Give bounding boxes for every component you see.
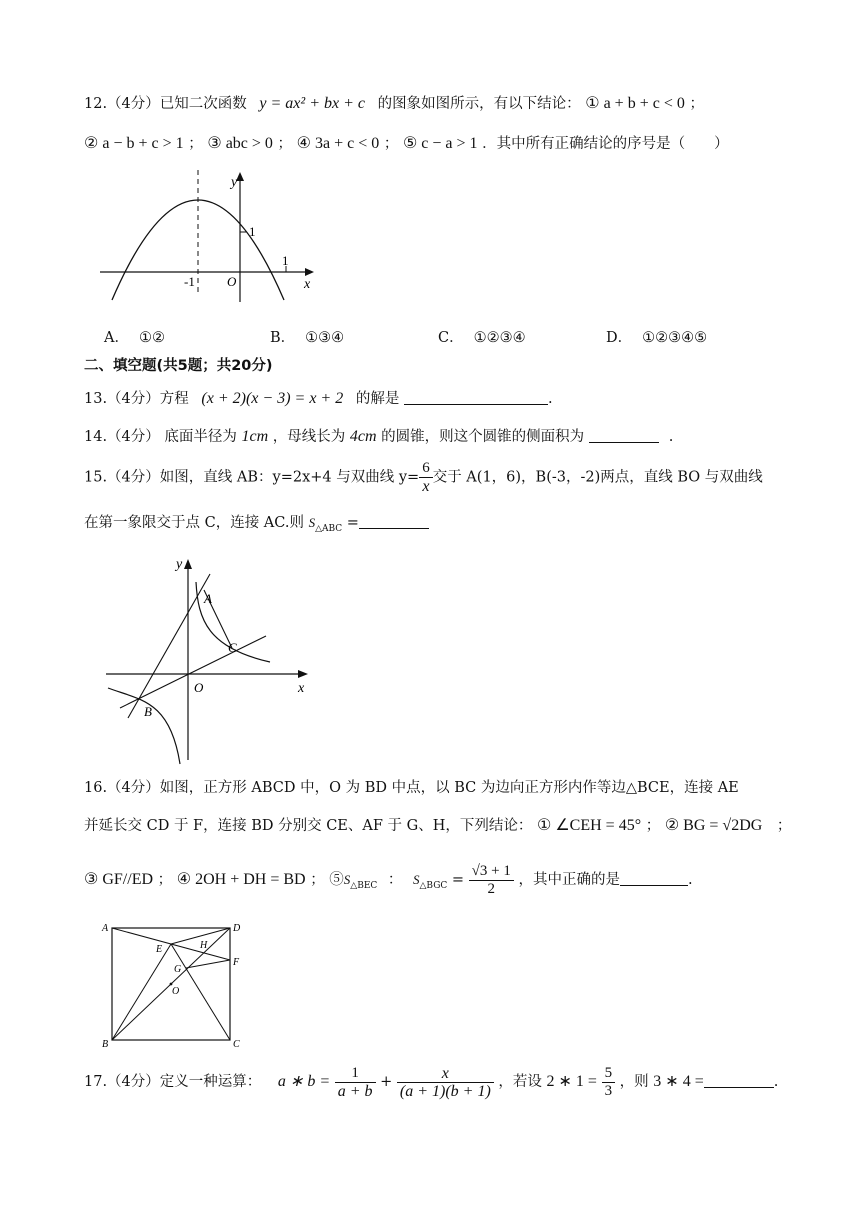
q16-label-d: D xyxy=(233,923,241,934)
q15-part2: 交于 A(1，6)，B(-3，-2)两点，直线 BO 与双曲线 xyxy=(432,469,763,486)
q17-fraction-2: $\frac{x}{(a + 1)(b + 1)}$ xyxy=(397,1065,494,1100)
q16-label-a: A xyxy=(102,923,109,934)
q15-point-b-label: B xyxy=(144,704,152,719)
q12-conclusion-4: ④ 3a + c < 0 xyxy=(296,135,380,152)
q16-label-e: E xyxy=(156,944,163,955)
q14-line: 14.（4分） 底面半径为 1cm ，母线长为 4cm 的圆锥，则这个圆锥的侧面积为 . xyxy=(84,428,674,445)
q17-mid2: ，则 xyxy=(619,1074,649,1090)
q15-x-arrow xyxy=(298,670,308,678)
q13-equation: (x + 2)(x − 3) = x + 2 xyxy=(201,390,344,407)
q16-point-o xyxy=(170,983,173,986)
q12-tail: ．其中所有正确结论的序号是（ ） xyxy=(482,136,729,152)
q16-fraction: $\frac{√3 + 1}{2}$ xyxy=(469,863,514,898)
q14-part1: 14.（4分） 底面半径为 xyxy=(84,429,237,445)
q15-hyperbola-figure xyxy=(100,550,320,768)
q17-ask: 3 ∗ 4 = xyxy=(653,1073,704,1090)
q16-label-b: B xyxy=(102,1039,109,1050)
q16-conclusion-4: ④ 2OH + DH = BD xyxy=(176,871,306,888)
q16-line3: ③ GF//ED ； ④ 2OH + DH = BD ； $⑤S_{\triangle BEC}$ ： $S_{\triangle BGC}$ = $\frac{√3 + 1}{2}$ ，其中正确的是 . xyxy=(84,862,693,897)
q15-line1 xyxy=(84,460,763,495)
q13-suffix: 的解是 xyxy=(355,391,400,407)
q17-fraction-3: $\frac{5}{3}$ xyxy=(602,1065,616,1100)
q12-y-one-label: 1 xyxy=(249,224,256,239)
q13-line: 13.（4分）方程 (x + 2)(x − 3) = x + 2 的解是 . xyxy=(84,390,553,407)
section-2-heading: 二、填空题(共5题；共20分) xyxy=(84,358,273,374)
q12-x-arrow xyxy=(305,268,314,276)
q16-conclusion-2: ② BG = √2DG xyxy=(664,817,763,834)
q12-conclusion-2: ② a − b + c > 1 xyxy=(84,135,184,152)
q12-conclusion-5: ⑤ c − a > 1 xyxy=(402,135,478,152)
q16-label-o: O xyxy=(172,986,180,997)
q15-area-subscript: △ABC xyxy=(315,523,343,534)
q15-hyperbola-q3 xyxy=(108,688,180,764)
q12-line1: 12.（4分）已知二次函数 y = ax² + bx + c 的图象如图所示，有以下结论： ① a + b + c < 0 ； xyxy=(84,95,704,112)
q16-tail: ，其中正确的是 xyxy=(518,872,620,888)
q14-part3: 的圆锥，则这个圆锥的侧面积为 xyxy=(381,429,585,445)
q12-line2: ② a − b + c > 1 ； ③ abc > 0 ； ④ 3a + c < 0 ； ⑤ c − a > 1 ．其中所有正确结论的序号是（ ） xyxy=(84,135,729,152)
q16-conclusion-5-marker: ⑤ xyxy=(329,872,344,888)
q12-neg-one-label: -1 xyxy=(184,274,195,289)
q15-line-bo xyxy=(120,636,266,708)
q15-area-symbol: S xyxy=(308,515,316,530)
q16-line1: 16.（4分）如图，正方形 ABCD 中，O 为 BD 中点，以 BC 为边向正方形内作等边△BCE，连接 AE xyxy=(84,780,739,796)
q15-answer-blank[interactable] xyxy=(359,512,429,529)
q12-choice-a: A． ①② xyxy=(104,330,165,346)
q15-point-a-label: A xyxy=(204,591,212,606)
q15-line-ab xyxy=(128,574,210,718)
q17-line: 17.（4分）定义一种运算： a ∗ b = $\frac{1}{a + b}$ + $\frac{x}{(a + 1)(b + 1)}$ ，若设 2 ∗ 1 = $\frac{5}{3}$ ，则 3 ∗ 4 = . xyxy=(84,1064,779,1100)
q12-origin-label: O xyxy=(227,274,237,289)
q14-answer-blank[interactable] xyxy=(589,426,659,443)
q16-square-figure xyxy=(96,916,252,1052)
q12-choice-d: D． ①②③④⑤ xyxy=(606,330,708,346)
q16-answer-blank[interactable] xyxy=(620,869,688,886)
q15-part3: 在第一象限交于点 C，连接 AC.则 xyxy=(84,515,304,531)
q13-answer-blank[interactable] xyxy=(404,388,548,405)
q15-origin-label: O xyxy=(194,680,204,695)
q17-answer-blank[interactable] xyxy=(704,1071,774,1088)
q17-given: 2 ∗ 1 = xyxy=(546,1073,597,1090)
q16-label-g: G xyxy=(174,964,182,975)
q12-x-label: x xyxy=(304,277,311,292)
q16-segment-ce xyxy=(171,944,230,1040)
q17-mid: ，若设 xyxy=(498,1074,542,1090)
q16-conclusion-3: ③ GF//ED xyxy=(84,871,154,888)
q12-y-label: y xyxy=(231,175,238,190)
q16-label-f: F xyxy=(233,957,240,968)
q15-y-label: y xyxy=(176,557,183,572)
q16-part2: 并延长交 CD 于 F，连接 BD 分别交 CE、AF 于 G、H，下列结论： xyxy=(84,818,533,834)
q12-choice-b: B． ①③④ xyxy=(270,330,345,346)
q13-prefix: 13.（4分）方程 xyxy=(84,391,189,407)
q14-slant-height: 4cm xyxy=(349,428,377,445)
q15-part1: 15.（4分）如图，直线 AB：y=2x+4 与双曲线 y= xyxy=(84,469,420,486)
q12-x-one-label: 1 xyxy=(282,253,289,268)
q15-y-arrow xyxy=(184,559,192,569)
q16-line2: 并延长交 CD 于 F，连接 BD 分别交 CE、AF 于 G、H，下列结论： ① ∠CEH = 45° ； ② BG = √2DG ； xyxy=(84,817,792,834)
q15-point-c-label: C xyxy=(228,640,237,655)
q15-x-label: x xyxy=(298,681,305,696)
q14-part2: ，母线长为 xyxy=(272,429,346,445)
q17-prefix: 17.（4分）定义一种运算： xyxy=(84,1074,262,1090)
q12-choice-c: C． ①②③④ xyxy=(438,330,526,346)
q12-prefix: 12.（4分）已知二次函数 xyxy=(84,96,247,112)
q14-radius: 1cm xyxy=(241,428,269,445)
q12-conclusion-1: ① a + b + c < 0 xyxy=(585,95,685,112)
q12-parabola-figure xyxy=(96,168,326,308)
q12-conclusion-3: ③ abc > 0 xyxy=(207,135,273,152)
q12-mid: 的图象如图所示，有以下结论： xyxy=(377,96,581,112)
q16-label-c: C xyxy=(233,1039,240,1050)
q17-fraction-1: $\frac{1}{a + b}$ xyxy=(335,1065,376,1100)
q16-s-bec-sub: △BEC xyxy=(350,880,378,891)
q15-fraction: $\frac{6}{x}$ xyxy=(419,460,433,495)
q12-function: y = ax² + bx + c xyxy=(259,95,365,112)
q17-lhs: a ∗ b = xyxy=(277,1073,331,1090)
q16-conclusion-1: ① ∠CEH = 45° xyxy=(536,817,642,834)
q16-s-bgc-sub: △BGC xyxy=(419,880,448,891)
q15-line2: 在第一象限交于点 C，连接 AC.则 $S_{\triangle ABC}$ = xyxy=(84,512,429,539)
q16-label-h: H xyxy=(200,940,208,951)
